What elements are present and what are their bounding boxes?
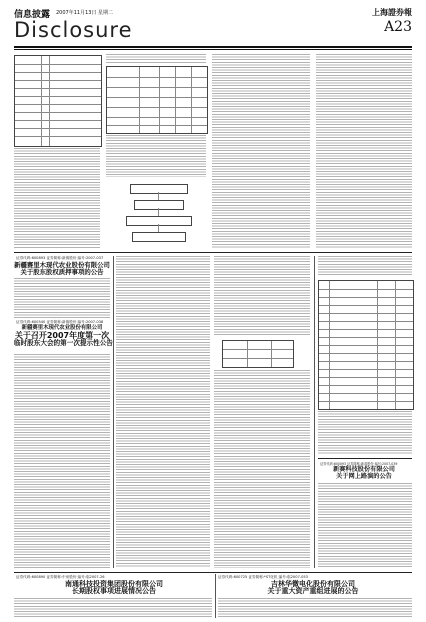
page-number: A23 — [384, 19, 412, 35]
article-2-title-line2: 关于召开2007年度第一次 — [14, 330, 110, 340]
mid-col-divider-1 — [113, 256, 114, 568]
article-3-meta: 证券代码:600093 证券简称:新赛股份 编号:2007-039 — [320, 462, 398, 466]
page-header — [14, 7, 412, 47]
article-2-body — [14, 354, 110, 568]
article-4-body — [14, 598, 212, 618]
article-5-title-line1: 吉林华微电化股份有限公司 — [271, 580, 355, 588]
article-3-title — [316, 467, 412, 480]
article-4-meta: 证券代码:600890 证券简称:中房股份 编号:临2007-26 — [16, 575, 105, 579]
article-5-meta: 证券代码:600725 证券简称:*ST化机 编号:临2007-053 — [218, 575, 308, 579]
article-4-title-line2: 长期股权事项进展情况公告 — [72, 587, 156, 596]
mid-small-table — [222, 340, 294, 368]
article-1-meta: 证券代码:600893 证券简称:新赛股份 编号:2007-037 — [16, 256, 104, 260]
article-4-title-line1: 南通科技投资集团股份有限公司 — [65, 580, 163, 588]
right-col-text-b — [318, 411, 412, 455]
article-2-body-col2 — [116, 256, 210, 568]
top-col2-text-b — [106, 135, 206, 177]
mid-col-divider-2 — [314, 256, 315, 568]
header-rule-thick — [14, 46, 412, 48]
right-notice-separator — [318, 458, 412, 459]
article-3-title-line2: 关于网上路演的公告 — [336, 472, 392, 480]
article-3-title-line1: 新赛科技股份有限公司 — [333, 466, 395, 473]
article-2-meta: 证券代码:600540 证券简称:新赛股份 编号:2007-038 — [16, 320, 104, 324]
ownership-diagram — [112, 180, 204, 248]
article-2-title-line1: 新疆赛里木现代农业股份有限公司 — [21, 325, 103, 331]
right-col-text-a — [318, 256, 412, 276]
article-3-body — [318, 483, 412, 568]
top-financial-table — [106, 66, 208, 134]
masthead: Disclosure — [14, 18, 133, 42]
header-rule-thin — [14, 49, 412, 50]
top-col3-text — [212, 54, 310, 248]
article-5-title-line2: 关于重大资产重组进展的公告 — [267, 587, 359, 596]
issue-date: 2007年11月13日 星期二 — [56, 10, 114, 16]
top-band-separator — [14, 252, 412, 253]
article-1-title-line2: 关于股东股权质押事项的公告 — [20, 267, 104, 276]
article-5-body — [218, 598, 412, 618]
article-1-title-line1: 新疆赛里木现代农业股份有限公司 — [14, 261, 110, 269]
top-col1-text — [14, 148, 100, 248]
article-2-title — [14, 325, 113, 348]
article-2-title-line3: 临时股东大会的第一次提示性公告 — [14, 339, 113, 348]
article-5-title — [214, 581, 412, 596]
article-2-body-col3b — [214, 370, 310, 568]
article-2-body-col3a — [214, 256, 310, 336]
top-left-table — [14, 55, 102, 147]
newspaper-name: 上海證券報 — [372, 7, 412, 17]
bottom-band-separator — [14, 572, 412, 573]
top-col4-text — [316, 54, 412, 248]
article-1-title — [14, 262, 110, 275]
article-1-body — [14, 278, 110, 318]
article-4-title — [14, 581, 214, 596]
section-title: 信息披露 — [14, 10, 51, 20]
right-data-table — [318, 280, 414, 410]
top-col2-text-a — [106, 54, 206, 64]
